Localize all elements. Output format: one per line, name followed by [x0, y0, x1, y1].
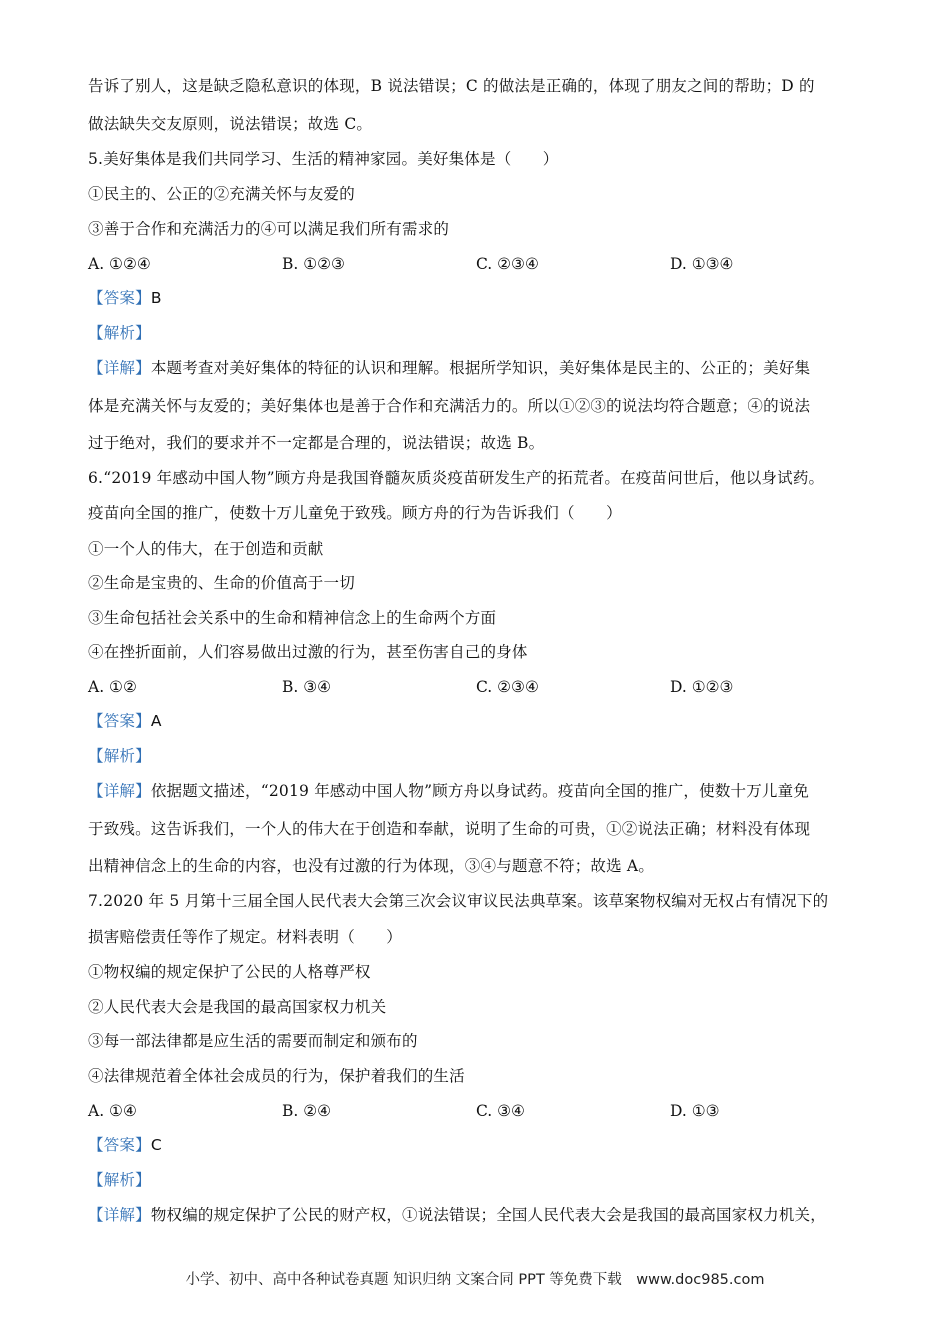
question-6-stem: 疫苗向全国的推广，使数十万儿童免于致残。顾方舟的行为告诉我们（ ） — [88, 504, 622, 522]
question-6-item: ③生命包括社会关系中的生命和精神信念上的生命两个方面 — [88, 609, 497, 627]
option-c: C. ②③④ — [476, 255, 539, 273]
question-7-answer — [88, 1135, 868, 1155]
question-7-analysis-label — [88, 1170, 868, 1190]
question-6-item: ④在挫折面前，人们容易做出过激的行为，甚至伤害自己的身体 — [88, 643, 528, 661]
text-line: 过于绝对，我们的要求并不一定都是合理的，说法错误；故选 B。 — [88, 434, 545, 452]
question-5-options — [88, 254, 868, 274]
answer-value: B — [150, 289, 162, 307]
text-line: 体是充满关怀与友爱的；美好集体也是善于合作和充满活力的。所以①②③的说法均符合题意；④的说法 — [88, 397, 811, 415]
question-7-stem: 损害赔偿责任等作了规定。材料表明（ ） — [88, 928, 403, 946]
question-7-stem: 7.2020 年 5 月第十三届全国人民代表大会第三次会议审议民法典草案。该草案物权编对无权占有情况下的 — [88, 892, 829, 910]
question-6-stem: 6.“2019 年感动中国人物”顾方舟是我国脊髓灰质炎疫苗研发生产的拓荒者。在疫苗问世后，他以身试药。 — [88, 469, 825, 487]
option-d: D. ①③④ — [670, 255, 734, 273]
analysis-label: 【解析】 — [88, 324, 151, 342]
question-7-detail — [88, 1205, 868, 1225]
analysis-label: 【解析】 — [88, 747, 151, 765]
option-a: A. ①② — [88, 678, 137, 696]
text-line: 告诉了别人，这是缺乏隐私意识的体现，B 说法错误；C 的做法是正确的，体现了朋友之间的帮助；D 的 — [88, 77, 815, 95]
question-6-options — [88, 677, 868, 697]
text-line: 于致残。这告诉我们，一个人的伟大在于创造和奉献，说明了生命的可贵，①②说法正确；材料没有体现 — [88, 820, 811, 838]
answer-label: 【答案】 — [88, 289, 151, 307]
question-7-item: ④法律规范着全体社会成员的行为，保护着我们的生活 — [88, 1067, 465, 1085]
answer-value: C — [150, 1136, 162, 1154]
detail-label: 【详解】 — [88, 782, 151, 800]
question-6-item: ①一个人的伟大，在于创造和贡献 — [88, 540, 324, 558]
question-6-analysis-label — [88, 746, 868, 766]
question-7-item: ③每一部法律都是应生活的需要而制定和颁布的 — [88, 1032, 418, 1050]
question-5-item: ③善于合作和充满活力的④可以满足我们所有需求的 — [88, 220, 450, 238]
question-7-item: ②人民代表大会是我国的最高国家权力机关 — [88, 998, 387, 1016]
detail-label: 【详解】 — [88, 359, 151, 377]
option-c: C. ②③④ — [476, 678, 539, 696]
text-line: 出精神信念上的生命的内容，也没有过激的行为体现，③④与题意不符；故选 A。 — [88, 857, 655, 875]
question-5-analysis-label — [88, 323, 868, 343]
question-5-item: ①民主的、公正的②充满关怀与友爱的 — [88, 185, 355, 203]
text-line: 做法缺失交友原则，说法错误；故选 C。 — [88, 115, 373, 133]
option-b: B. ①②③ — [282, 255, 345, 273]
option-a: A. ①②④ — [88, 255, 151, 273]
question-5-answer — [88, 288, 868, 308]
answer-label: 【答案】 — [88, 1136, 151, 1154]
detail-text: 本题考查对美好集体的特征的认识和理解。根据所学知识，美好集体是民主的、公正的；美好集 — [150, 359, 811, 377]
question-5-stem: 5.美好集体是我们共同学习、生活的精神家园。美好集体是（ ） — [88, 150, 559, 168]
option-c: C. ③④ — [476, 1102, 525, 1120]
question-6-detail — [88, 781, 868, 801]
question-6-answer — [88, 711, 868, 731]
option-a: A. ①④ — [88, 1102, 137, 1120]
detail-text: 依据题文描述，“2019 年感动中国人物”顾方舟以身试药。疫苗向全国的推广，使数十万儿童免 — [150, 782, 810, 800]
detail-label: 【详解】 — [88, 1206, 151, 1224]
question-7-item: ①物权编的规定保护了公民的人格尊严权 — [88, 963, 371, 981]
question-5-detail — [88, 358, 868, 378]
detail-text: 物权编的规定保护了公民的财产权，①说法错误；全国人民代表大会是我国的最高国家权力机关， — [150, 1206, 826, 1224]
page-footer: 小学、初中、高中各种试卷真题 知识归纳 文案合同 PPT 等免费下载 www.doc985.com — [185, 1272, 765, 1288]
option-d: D. ①③ — [670, 1102, 720, 1120]
option-d: D. ①②③ — [670, 678, 734, 696]
option-b: B. ②④ — [282, 1102, 332, 1120]
analysis-label: 【解析】 — [88, 1171, 151, 1189]
question-7-options — [88, 1101, 868, 1121]
answer-label: 【答案】 — [88, 712, 151, 730]
option-b: B. ③④ — [282, 678, 332, 696]
question-6-item: ②生命是宝贵的、生命的价值高于一切 — [88, 574, 355, 592]
answer-value: A — [150, 712, 162, 730]
